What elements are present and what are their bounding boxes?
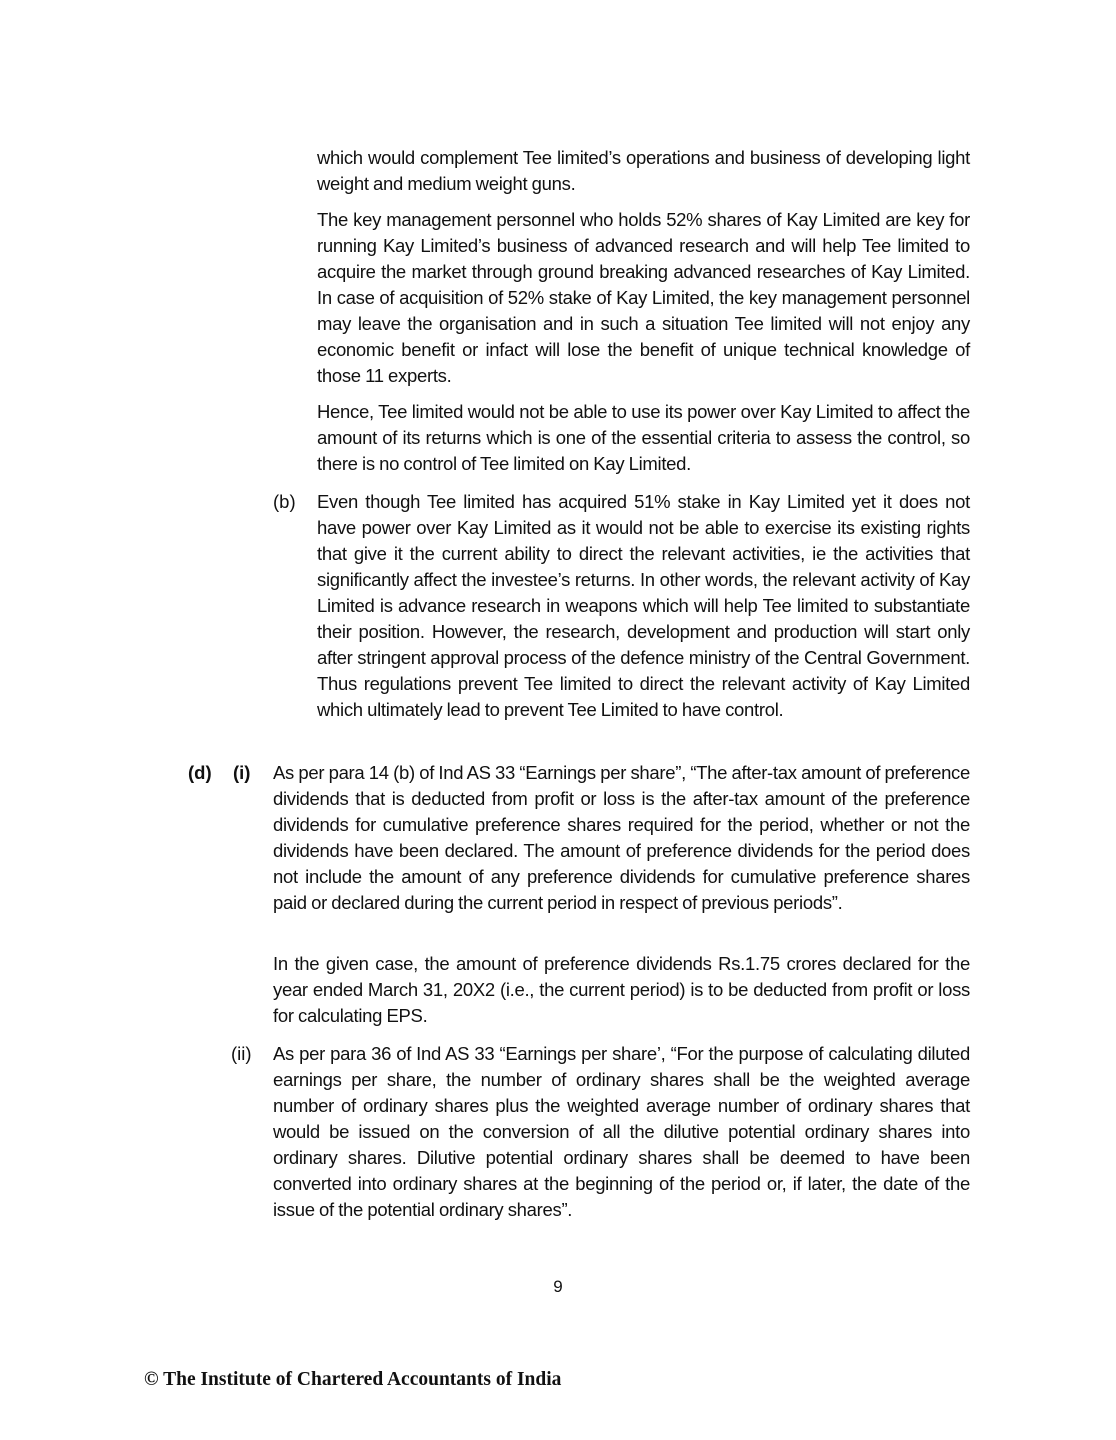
- paragraph-complement-operations: which would complement Tee limited’s operations and business of developing light weight and medium weight guns.: [317, 147, 970, 194]
- paragraph-d-ii-para-36: As per para 36 of Ind AS 33 “Earnings per share’, “For the purpose of calculating diluted earnings per share, the number of ordinary shares shall be the weighted average number of ordinary shares plus the weighted average number of ordinary shares that would be issued on the conversion of all the dilutive potential ordinary shares into ordinary shares. Dilutive potential ordinary shares shall be deemed to have been converted into ordinary shares at the beginning of the period or, if later, the date of the issue of the potential ordinary shares”.: [273, 1043, 970, 1220]
- page-number: 9: [553, 1277, 563, 1296]
- section-label-d: (d): [188, 762, 212, 783]
- item-label-d-i: (i): [233, 762, 251, 783]
- paragraph-d-i-para-14b: As per para 14 (b) of Ind AS 33 “Earnings per share”, “The after-tax amount of preference dividends that is deducted from profit or loss is the after-tax amount of the preference dividends for cumulative preference shares required for the period, whether or not the dividends have been declared. The amount of preference dividends for the period does not include the amount of any preference dividends for cumulative preference shares paid or declared during the current period in respect of previous periods”.: [273, 762, 970, 913]
- paragraph-d-i-given-case: In the given case, the amount of preference dividends Rs.1.75 crores declared for the year ended March 31, 20X2 (i.e., the current period) is to be deducted from profit or loss for calculating EPS.: [273, 953, 970, 1026]
- item-label-b: (b): [273, 491, 296, 512]
- paragraph-item-b: Even though Tee limited has acquired 51% stake in Kay Limited yet it does not have power over Kay Limited as it would not be able to exercise its existing rights that give it the current ability to direct the relevant activities, ie the activities that significantly affect the investee’s returns. In other words, the relevant activity of Kay Limited is advance research in weapons which will help Tee limited to substantiate their position. However, the research, development and production will start only after stringent approval process of the defence ministry of the Central Government. Thus regulations prevent Tee limited to direct the relevant activity of Kay Limited which ultimately lead to prevent Tee Limited to have control.: [317, 491, 970, 720]
- item-label-d-ii: (ii): [231, 1043, 252, 1064]
- paragraph-no-control-conclusion: Hence, Tee limited would not be able to use its power over Kay Limited to affect the amount of its returns which is one of the essential criteria to assess the control, so there is no control of Tee limited on Kay Limited.: [317, 401, 970, 474]
- footer-copyright: © The Institute of Chartered Accountants of India: [144, 1369, 562, 1390]
- paragraph-key-management-personnel: The key management personnel who holds 52% shares of Kay Limited are key for running Kay Limited’s business of advanced research and will help Tee limited to acquire the market through ground breaking advanced researches of Kay Limited. In case of acquisition of 52% stake of Kay Limited, the key management personnel may leave the organisation and in such a situation Tee limited will not enjoy any economic benefit or infact will lose the benefit of unique technical knowledge of those 11 experts.: [317, 209, 970, 386]
